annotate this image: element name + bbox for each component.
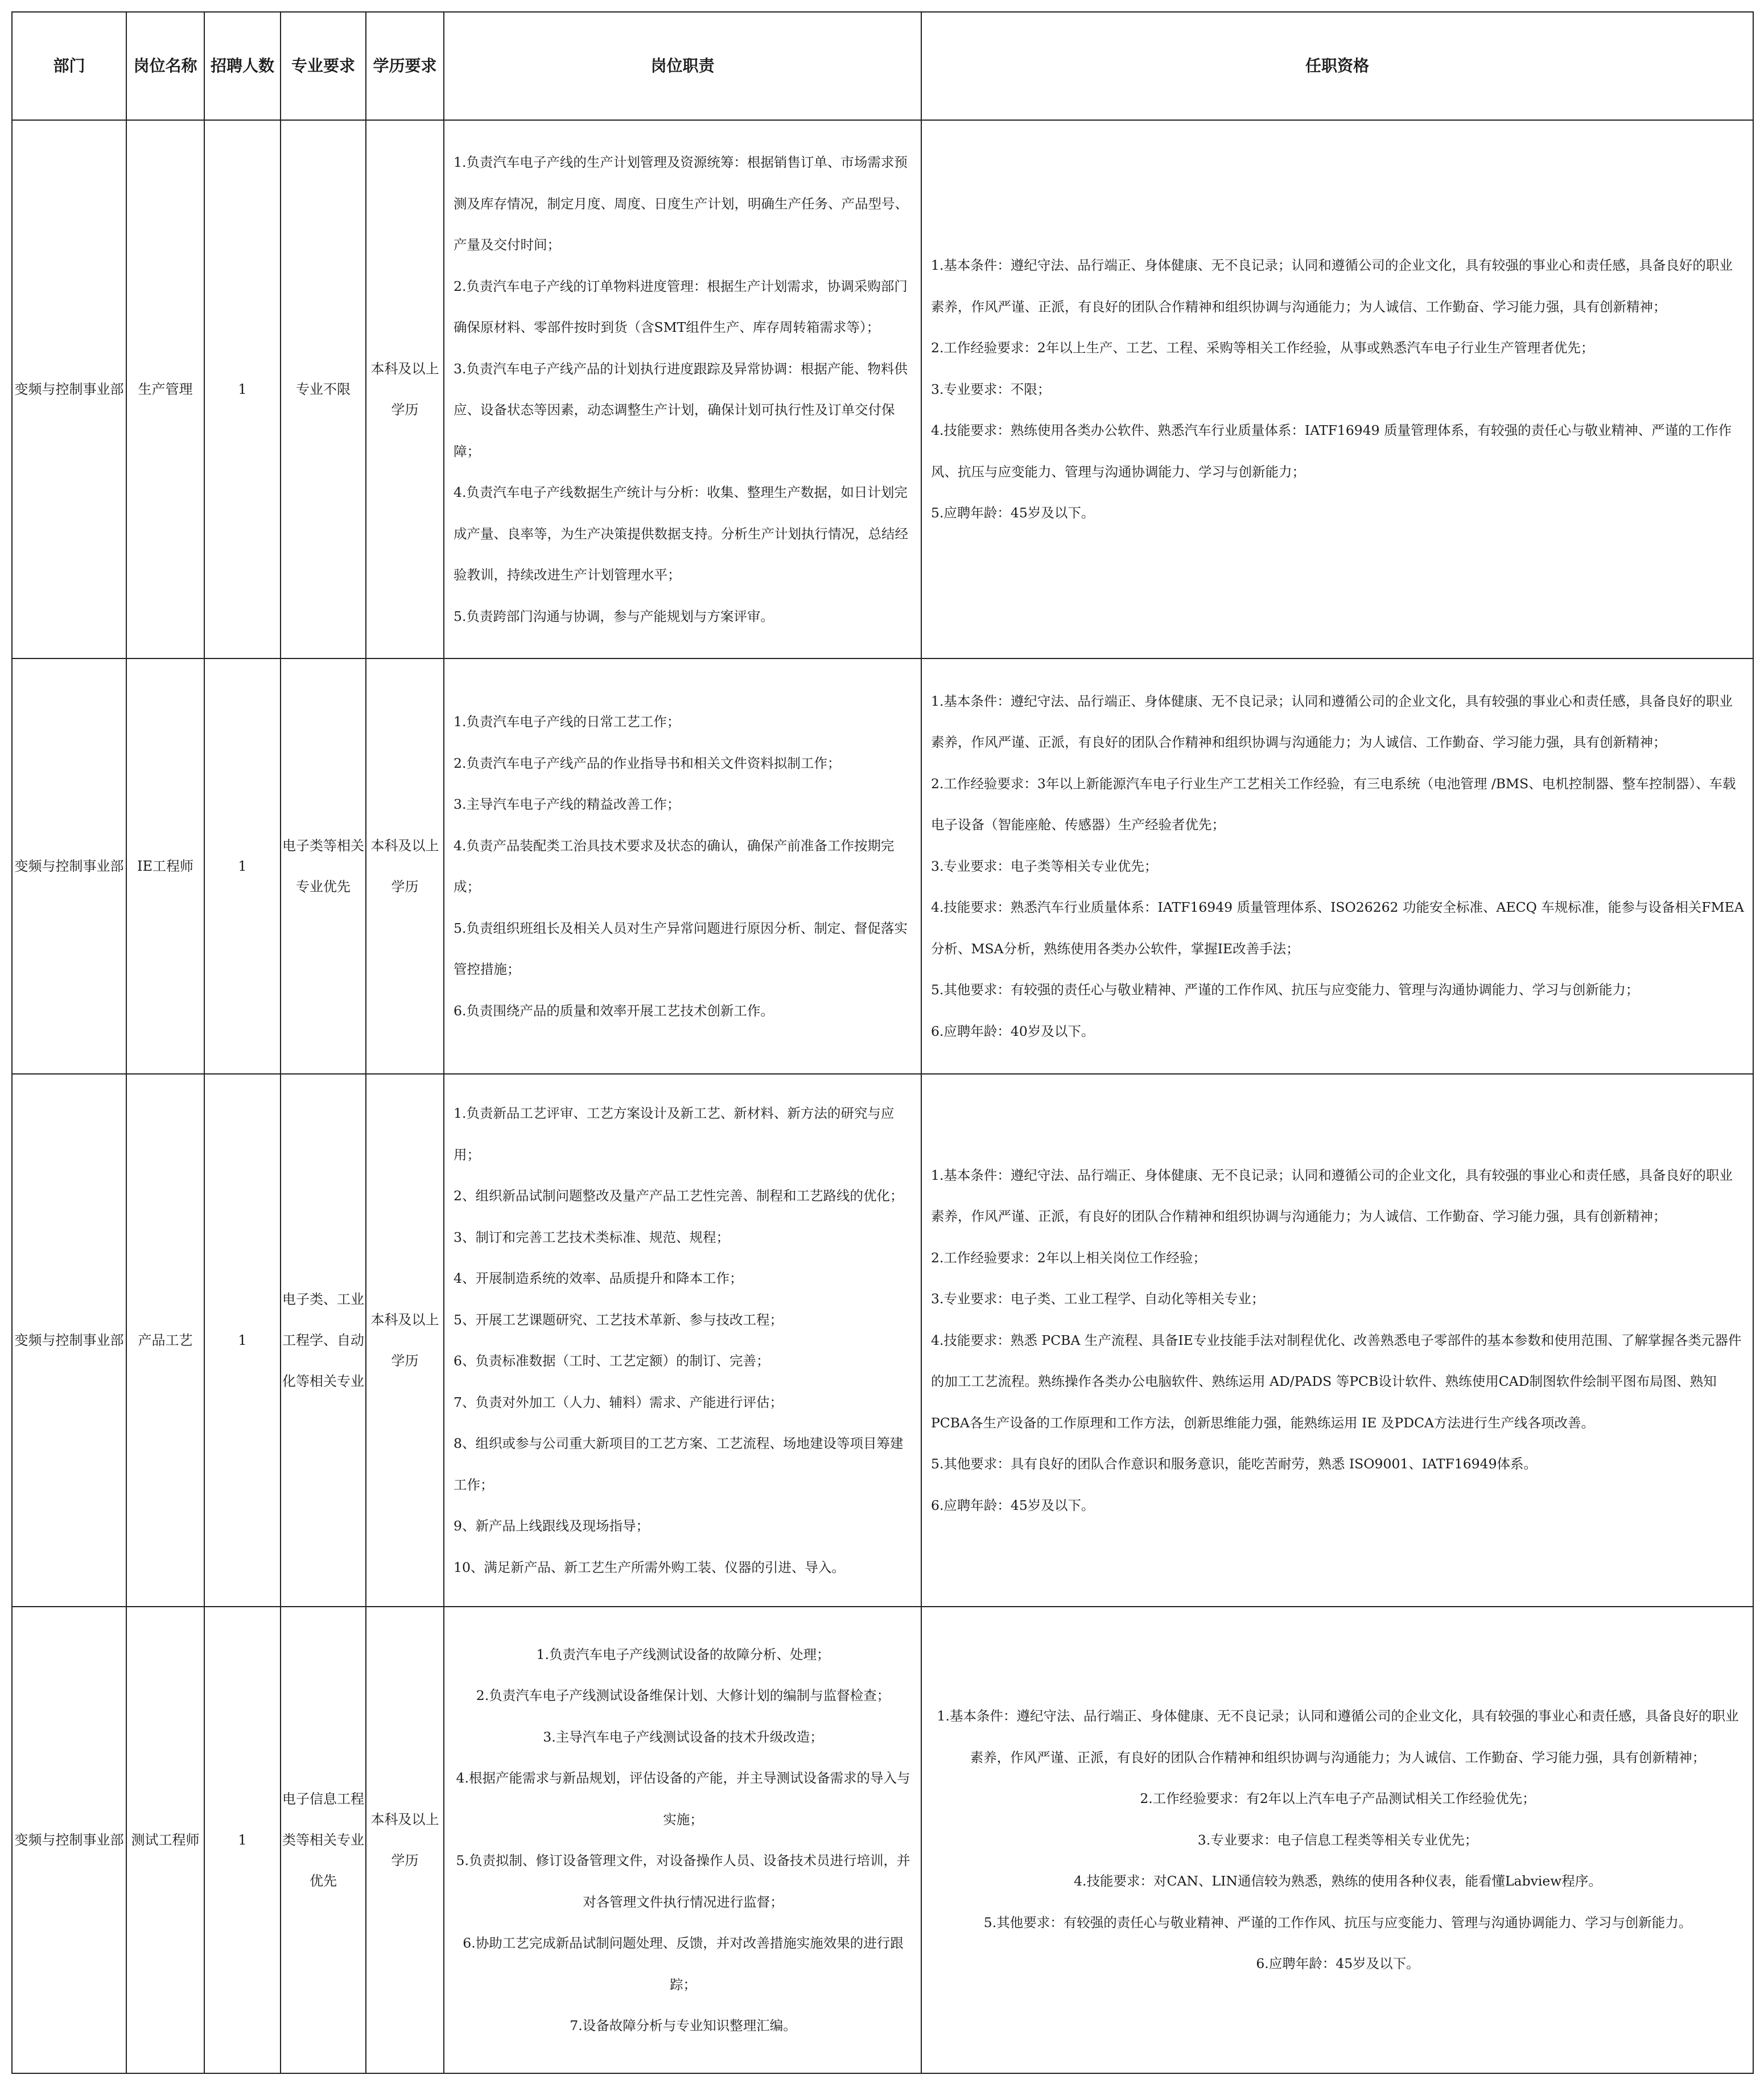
duty-item: 3.主导汽车电子产线测试设备的技术升级改造； — [543, 1728, 823, 1745]
duty-item: 5.负责组织班组长及相关人员对生产异常问题进行原因分析、制定、督促落实管控措施； — [454, 920, 908, 977]
qual-item: 1.基本条件：遵纪守法、品行端正、身体健康、无不良记录；认同和遵循公司的企业文化，具有较强的事业心和责任感，具备良好的职业素养，作风严谨、正派，有良好的团队合作精神和组织协调与沟通能力；为人诚信、工作勤奋、学习能力强，具有创新精神； — [937, 1708, 1739, 1765]
dept-cell: 变频与控制事业部 — [12, 658, 126, 1074]
duty-item: 6.负责围绕产品的质量和效率开展工艺技术创新工作。 — [454, 1002, 774, 1019]
qual-item: 2.工作经验要求：3年以上新能源汽车电子行业生产工艺相关工作经验，有三电系统（电池管理 /BMS、电机控制器、整车控制器）、车载电子设备（智能座舱、传感器）生产经验者优先； — [931, 775, 1736, 833]
header-edu: 学历要求 — [366, 12, 444, 120]
header-row — [12, 12, 1753, 120]
header-quals: 任职资格 — [921, 12, 1753, 120]
qual-item: 2.工作经验要求：2年以上相关岗位工作经验； — [931, 1249, 1206, 1266]
title-cell: 产品工艺 — [126, 1074, 204, 1607]
edu-cell: 本科及以上学历 — [366, 1607, 444, 2073]
edu-cell: 本科及以上学历 — [366, 658, 444, 1074]
title-cell: 生产管理 — [126, 120, 204, 658]
qual-item: 6.应聘年龄：45岁及以下。 — [931, 1497, 1095, 1513]
duty-item: 3.负责汽车电子产线产品的计划执行进度跟踪及异常协调：根据产能、物料供应、设备状态等因素，动态调整生产计划，确保计划可执行性及订单交付保障； — [454, 360, 908, 459]
major-cell: 电子类、工业工程学、自动化等相关专业 — [281, 1074, 366, 1607]
major-cell: 电子信息工程类等相关专业优先 — [281, 1607, 366, 2073]
qual-item: 6.应聘年龄：45岁及以下。 — [1256, 1956, 1420, 1972]
dept-cell: 变频与控制事业部 — [12, 120, 126, 658]
table-row — [12, 658, 1753, 1074]
duty-item: 2.负责汽车电子产线产品的作业指导书和相关文件资料拟制工作； — [454, 755, 841, 771]
qual-item: 4.技能要求：熟悉 PCBA 生产流程、具备IE专业技能手法对制程优化、改善熟悉电子零部件的基本参数和使用范围、了解掌握各类元器件的加工工艺流程。熟练操作各类办公电脑软件、熟练运用 AD/PADS 等PCB设计软件、熟练使用CAD制图软件绘制平图布局图、熟知PCBA各生产设备的工作原理和工作方法，创新思维能力强，能熟练运用 IE 及PDCA方法进行生产线各项改善。 — [931, 1332, 1742, 1431]
major-cell: 电子类等相关专业优先 — [281, 658, 366, 1074]
table-row — [12, 1074, 1753, 1607]
qual-item: 1.基本条件：遵纪守法、品行端正、身体健康、无不良记录；认同和遵循公司的企业文化，具有较强的事业心和责任感，具备良好的职业素养，作风严谨、正派，有良好的团队合作精神和组织协调与沟通能力；为人诚信、工作勤奋、学习能力强，具有创新精神； — [931, 693, 1733, 751]
duty-item: 3、制订和完善工艺技术类标准、规范、规程； — [454, 1229, 729, 1245]
duties-cell — [444, 120, 921, 658]
qual-item: 5.其他要求：有较强的责任心与敬业精神、严谨的工作作风、抗压与应变能力、管理与沟通协调能力、学习与创新能力。 — [983, 1914, 1692, 1930]
duty-item: 5、开展工艺课题研究、工艺技术革新、参与技改工程； — [454, 1311, 783, 1328]
duty-item: 4.负责产品装配类工治具技术要求及状态的确认，确保产前准备工作按期完成； — [454, 837, 895, 895]
duty-item: 4.负责汽车电子产线数据生产统计与分析：收集、整理生产数据，如日计划完成产量、良率等，为生产决策提供数据支持。分析生产计划执行情况，总结经验教训，持续改进生产计划管理水平； — [454, 484, 908, 583]
duty-item: 1.负责新品工艺评审、工艺方案设计及新工艺、新材料、新方法的研究与应用； — [454, 1105, 895, 1163]
qual-item: 3.专业要求：电子信息工程类等相关专业优先； — [1197, 1831, 1478, 1848]
count-cell: 1 — [204, 658, 281, 1074]
duty-item: 10、满足新产品、新工艺生产所需外购工装、仪器的引进、导入。 — [454, 1559, 845, 1575]
duty-item: 2.负责汽车电子产线的订单物料进度管理：根据生产计划需求，协调采购部门确保原材料、零部件按时到货（含SMT组件生产、库存周转箱需求等）； — [454, 278, 908, 335]
qual-item: 1.基本条件：遵纪守法、品行端正、身体健康、无不良记录；认同和遵循公司的企业文化，具有较强的事业心和责任感，具备良好的职业素养，作风严谨、正派，有良好的团队合作精神和组织协调与沟通能力；为人诚信、工作勤奋、学习能力强，具有创新精神； — [931, 257, 1733, 315]
duty-item: 4.根据产能需求与新品规划，评估设备的产能，并主导测试设备需求的导入与实施； — [456, 1770, 910, 1827]
dept-cell: 变频与控制事业部 — [12, 1074, 126, 1607]
quals-cell — [921, 1074, 1753, 1607]
header-dept: 部门 — [12, 12, 126, 120]
qual-item: 4.技能要求：熟悉汽车行业质量体系：IATF16949 质量管理体系、ISO26262 功能安全标准、AECQ 车规标准，能参与设备相关FMEA分析、MSA分析，熟练使用各类办公软件，掌握IE改善手法； — [931, 899, 1744, 957]
qual-item: 2.工作经验要求：2年以上生产、工艺、工程、采购等相关工作经验，从事或熟悉汽车电子行业生产管理者优先； — [931, 340, 1594, 356]
duty-item: 3.主导汽车电子产线的精益改善工作； — [454, 796, 681, 812]
duty-item: 6、负责标准数据（工时、工艺定额）的制订、完善； — [454, 1353, 770, 1369]
qual-item: 5.其他要求：有较强的责任心与敬业精神、严谨的工作作风、抗压与应变能力、管理与沟通协调能力、学习与创新能力； — [931, 982, 1639, 998]
duty-item: 7、负责对外加工（人力、辅料）需求、产能进行评估； — [454, 1394, 783, 1410]
header-major: 专业要求 — [281, 12, 366, 120]
title-cell: 测试工程师 — [126, 1607, 204, 2073]
duty-item: 2.负责汽车电子产线测试设备维保计划、大修计划的编制与监督检查； — [476, 1687, 891, 1703]
duties-cell — [444, 1607, 921, 2073]
duty-item: 8、组织或参与公司重大新项目的工艺方案、工艺流程、场地建设等项目筹建工作； — [454, 1435, 904, 1493]
dept-cell: 变频与控制事业部 — [12, 1607, 126, 2073]
header-title: 岗位名称 — [126, 12, 204, 120]
duty-item: 6.协助工艺完成新品试制问题处理、反馈，并对改善措施实施效果的进行跟踪； — [463, 1935, 904, 1993]
quals-cell — [921, 658, 1753, 1074]
duties-cell — [444, 658, 921, 1074]
job-table — [11, 11, 1754, 2074]
table-row — [12, 120, 1753, 658]
qual-item: 4.技能要求：对CAN、LIN通信较为熟悉，熟练的使用各种仪表，能看懂Labview程序。 — [1074, 1873, 1602, 1889]
edu-cell: 本科及以上学历 — [366, 120, 444, 658]
duty-item: 4、开展制造系统的效率、品质提升和降本工作； — [454, 1270, 743, 1286]
count-cell: 1 — [204, 120, 281, 658]
qual-item: 3.专业要求：不限； — [931, 381, 1051, 397]
table-row — [12, 1607, 1753, 2073]
qual-item: 2.工作经验要求：有2年以上汽车电子产品测试相关工作经验优先； — [1140, 1790, 1536, 1807]
header-duties: 岗位职责 — [444, 12, 921, 120]
quals-cell — [921, 120, 1753, 658]
header-count: 招聘人数 — [204, 12, 281, 120]
qual-item: 4.技能要求：熟练使用各类办公软件、熟悉汽车行业质量体系：IATF16949 质量管理体系，有较强的责任心与敬业精神、严谨的工作作风、抗压与应变能力、管理与沟通协调能力、学习与创新能力； — [931, 422, 1732, 480]
duty-item: 1.负责汽车电子产线测试设备的故障分析、处理； — [536, 1646, 830, 1662]
qual-item: 3.专业要求：电子类等相关专业优先； — [931, 858, 1158, 874]
count-cell: 1 — [204, 1607, 281, 2073]
qual-item: 5.其他要求：具有良好的团队合作意识和服务意识，能吃苦耐劳，熟悉 ISO9001、IATF16949体系。 — [931, 1456, 1538, 1472]
duty-item: 5.负责跨部门沟通与协调，参与产能规划与方案评审。 — [454, 608, 774, 624]
duty-item: 2、组织新品试制问题整改及量产产品工艺性完善、制程和工艺路线的优化； — [454, 1188, 904, 1204]
qual-item: 3.专业要求：电子类、工业工程学、自动化等相关专业； — [931, 1291, 1265, 1307]
qual-item: 6.应聘年龄：40岁及以下。 — [931, 1023, 1095, 1039]
duty-item: 1.负责汽车电子产线的生产计划管理及资源统筹：根据销售订单、市场需求预测及库存情况，制定月度、周度、日度生产计划，明确生产任务、产品型号、产量及交付时间； — [454, 154, 908, 253]
edu-cell: 本科及以上学历 — [366, 1074, 444, 1607]
count-cell: 1 — [204, 1074, 281, 1607]
duties-cell — [444, 1074, 921, 1607]
duty-item: 5.负责拟制、修订设备管理文件，对设备操作人员、设备技术员进行培训，并对各管理文件执行情况进行监督； — [456, 1853, 910, 1910]
quals-cell — [921, 1607, 1753, 2073]
duty-item: 1.负责汽车电子产线的日常工艺工作； — [454, 714, 681, 730]
duty-item: 7.设备故障分析与专业知识整理汇编。 — [570, 2018, 797, 2033]
duty-item: 9、新产品上线跟线及现场指导； — [454, 1518, 649, 1534]
major-cell: 专业不限 — [281, 120, 366, 658]
title-cell: IE工程师 — [126, 658, 204, 1074]
qual-item: 1.基本条件：遵纪守法、品行端正、身体健康、无不良记录；认同和遵循公司的企业文化，具有较强的事业心和责任感，具备良好的职业素养，作风严谨、正派，有良好的团队合作精神和组织协调与沟通能力；为人诚信、工作勤奋、学习能力强，具有创新精神； — [931, 1167, 1733, 1225]
qual-item: 5.应聘年龄：45岁及以下。 — [931, 505, 1095, 521]
